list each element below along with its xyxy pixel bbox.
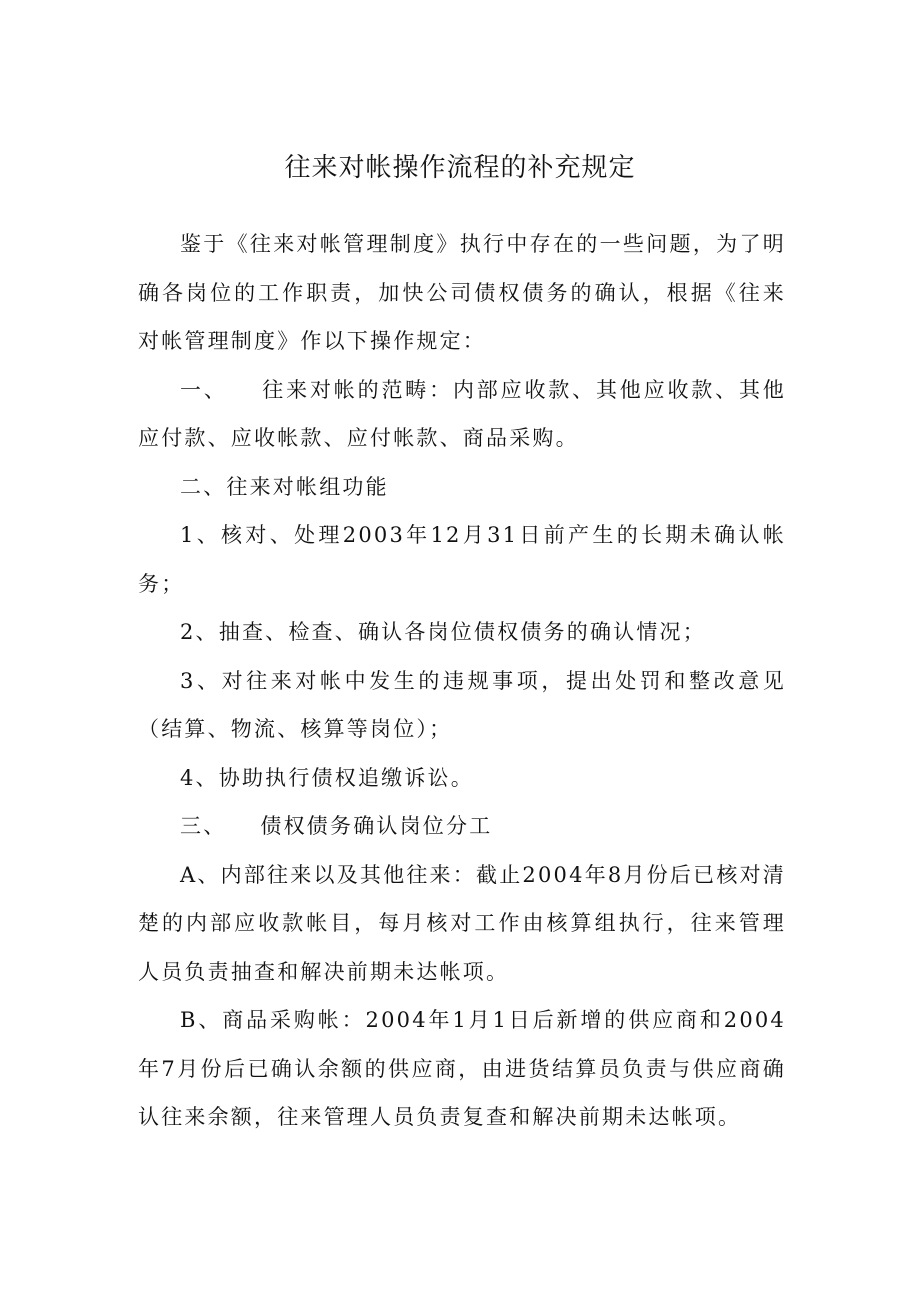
paragraph-item-1: 1、核对、处理2003年12月31日前产生的长期未确认帐务；	[138, 523, 786, 596]
paragraph-section-3	[138, 802, 786, 851]
paragraph-item-b: B、商品采购帐：2004年1月1日后新增的供应商和2004年7月份后已确认余额的供应商，由进货结算员负责与供应商确认往来余额，往来管理人员负责复查和解决前期未达帐项。	[138, 1008, 786, 1129]
paragraph-item-4: 4、协助执行债权追缴诉讼。	[180, 765, 474, 790]
paragraph-item-3: 3、对往来对帐中发生的违规事项，提出处罚和整改意见（结算、物流、核算等岗位）；	[138, 668, 786, 741]
document-title: 往来对帐操作流程的补充规定	[284, 153, 636, 183]
section-number: 一、	[180, 377, 228, 402]
paragraph-section-1	[138, 366, 786, 463]
section-number: 三、	[180, 814, 227, 838]
paragraph-intro: 鉴于《往来对帐管理制度》执行中存在的一些问题，为了明确各岗位的工作职责，加快公司债权债务的确认，根据《往来对帐管理制度》作以下操作规定：	[138, 232, 786, 353]
section-text: 往来对帐的范畴：内部应收款、其他应收款、其他应付款、应收帐款、应付帐款、商品采购。	[138, 377, 786, 450]
paragraph-item-a: A、内部往来以及其他往来：截止2004年8月份后已核对清楚的内部应收款帐目，每月核对工作由核算组执行，往来管理人员负责抽查和解决前期未达帐项。	[138, 862, 786, 984]
document-body	[138, 220, 786, 1142]
paragraph-item-2: 2、抽查、检查、确认各岗位债权债务的确认情况；	[180, 620, 706, 644]
paragraph-section-2: 二、往来对帐组功能	[180, 474, 389, 499]
section-text: 债权债务确认岗位分工	[260, 814, 493, 838]
